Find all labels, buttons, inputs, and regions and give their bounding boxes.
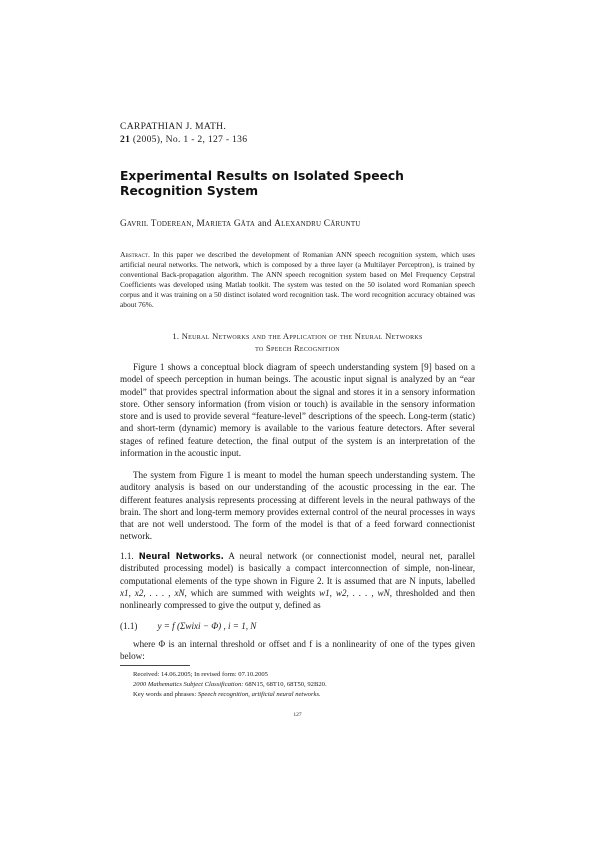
paragraph-3 [120,550,475,611]
footnote-msc [133,680,483,690]
equation-1-1 [120,621,256,631]
footnote-received: Received: 14.06.2005; In revised form: 07.10.2005 [133,671,268,678]
abstract [120,250,475,310]
abstract-label: Abstract. [120,250,150,259]
keywords-label: Key words and phrases: [133,691,197,698]
paragraph-4: where Φ is an internal threshold or offset and f is a nonlinearity of one of the types given below: [120,639,475,662]
keywords-text: Speech recognition, artificial neural networks. [196,691,321,698]
equation-formula: y = f (Σwixi − Φ) , i = 1, N [157,621,257,631]
subsection-title: Neural Networks. [138,551,224,561]
journal-volume: 21 [120,133,131,145]
paragraph-1: Figure 1 shows a conceptual block diagram of speech understanding system [9] based on a model of speech perception in human beings. The acoustic input signal is analyzed by an “ear model” that provides spectral information about the signal and stores it in a sensory information store. Other sensory information (from vision or touch) is available in the sensory information store and is used to provide several “feature-level” descriptions of the speech. Long-term (static) and short-term (dynamic) memory is available to the various feature detectors. After several stages of refined feature detection, the final output of the system is an interpretation of the information in the acoustic input. [120,362,475,458]
section-heading-line-1: 1. Neural Networks and the Application of the Neural Networks [172,331,423,341]
paragraph-2: The system from Figure 1 is meant to model the human speech understanding system. The auditory analysis is based on our understanding of the acoustic processing in the ear. The different features analysis represents processing at different levels in the neural pathways of the brain. The short and long-term memory provides external control of the neural processes in ways that are not well understood. The form of the model is that of a feed forward connectionist network. [120,470,475,542]
section-heading-line-2: to Speech Recognition [255,342,340,353]
page-number: 127 [293,712,302,718]
paper-title: Experimental Results on Isolated Speech Recognition System [120,169,404,198]
paragraph-3-text-b: , which are summed with weights [184,587,320,598]
subsection-number: 1.1. [120,551,139,561]
abstract-text: In this paper we described the development of Romanian ANN speech recognition system, which uses artificial neural networks. The network, which is composed by a three layer (a Multilayer Perceptron), is trained by conventional Back-propagation algorithm. The ANN speech recognition system based on Mel Frequency Cepstral Coefficients was developed using Matlab toolkit. The system was tested on the 50 isolated word Romanian speech corpus and it was training on a 50 distinct isolated word recognition task. The word recognition accuracy obtained was about 76%. [120,250,475,310]
msc-codes: 68N15, 68T10, 68T50, 92B20. [243,681,327,688]
footnote-keywords [133,690,483,700]
paragraph-3-text-c: , thresholded and then nonlinearly compressed to give the output y, defined as [120,587,476,610]
section-heading [120,331,475,354]
equation-label: (1.1) [120,621,138,631]
author-and: and [255,219,275,229]
msc-label: 2000 Mathematics Subject Classification: [133,681,244,688]
paragraph-3-text-a: A neural network (or connectionist model, neural net, parallel distributed processing model) is basically a compact interconnection of simple, non-linear, computational elements of the type shown in Figure 2. It is assumed that are N inputs, labelled [120,551,475,586]
author-separator: , [191,219,197,229]
footnote-rule [120,665,190,666]
journal-issue [120,134,247,147]
author-2: Marieta Găta [196,219,256,229]
author-1: Gavril Toderean [120,219,192,229]
journal-issue-info: (2005), No. 1 - 2, 127 - 136 [130,133,248,145]
author-3: Alexandru Căruntu [274,219,361,229]
inputs-math: x1, x2, . . . , xN [120,587,185,598]
journal-name: CARPATHIAN J. MATH. [120,121,227,132]
weights-math: w1, w2, . . . , wN [319,587,390,598]
author-line [120,219,361,229]
journal-header [120,121,247,146]
